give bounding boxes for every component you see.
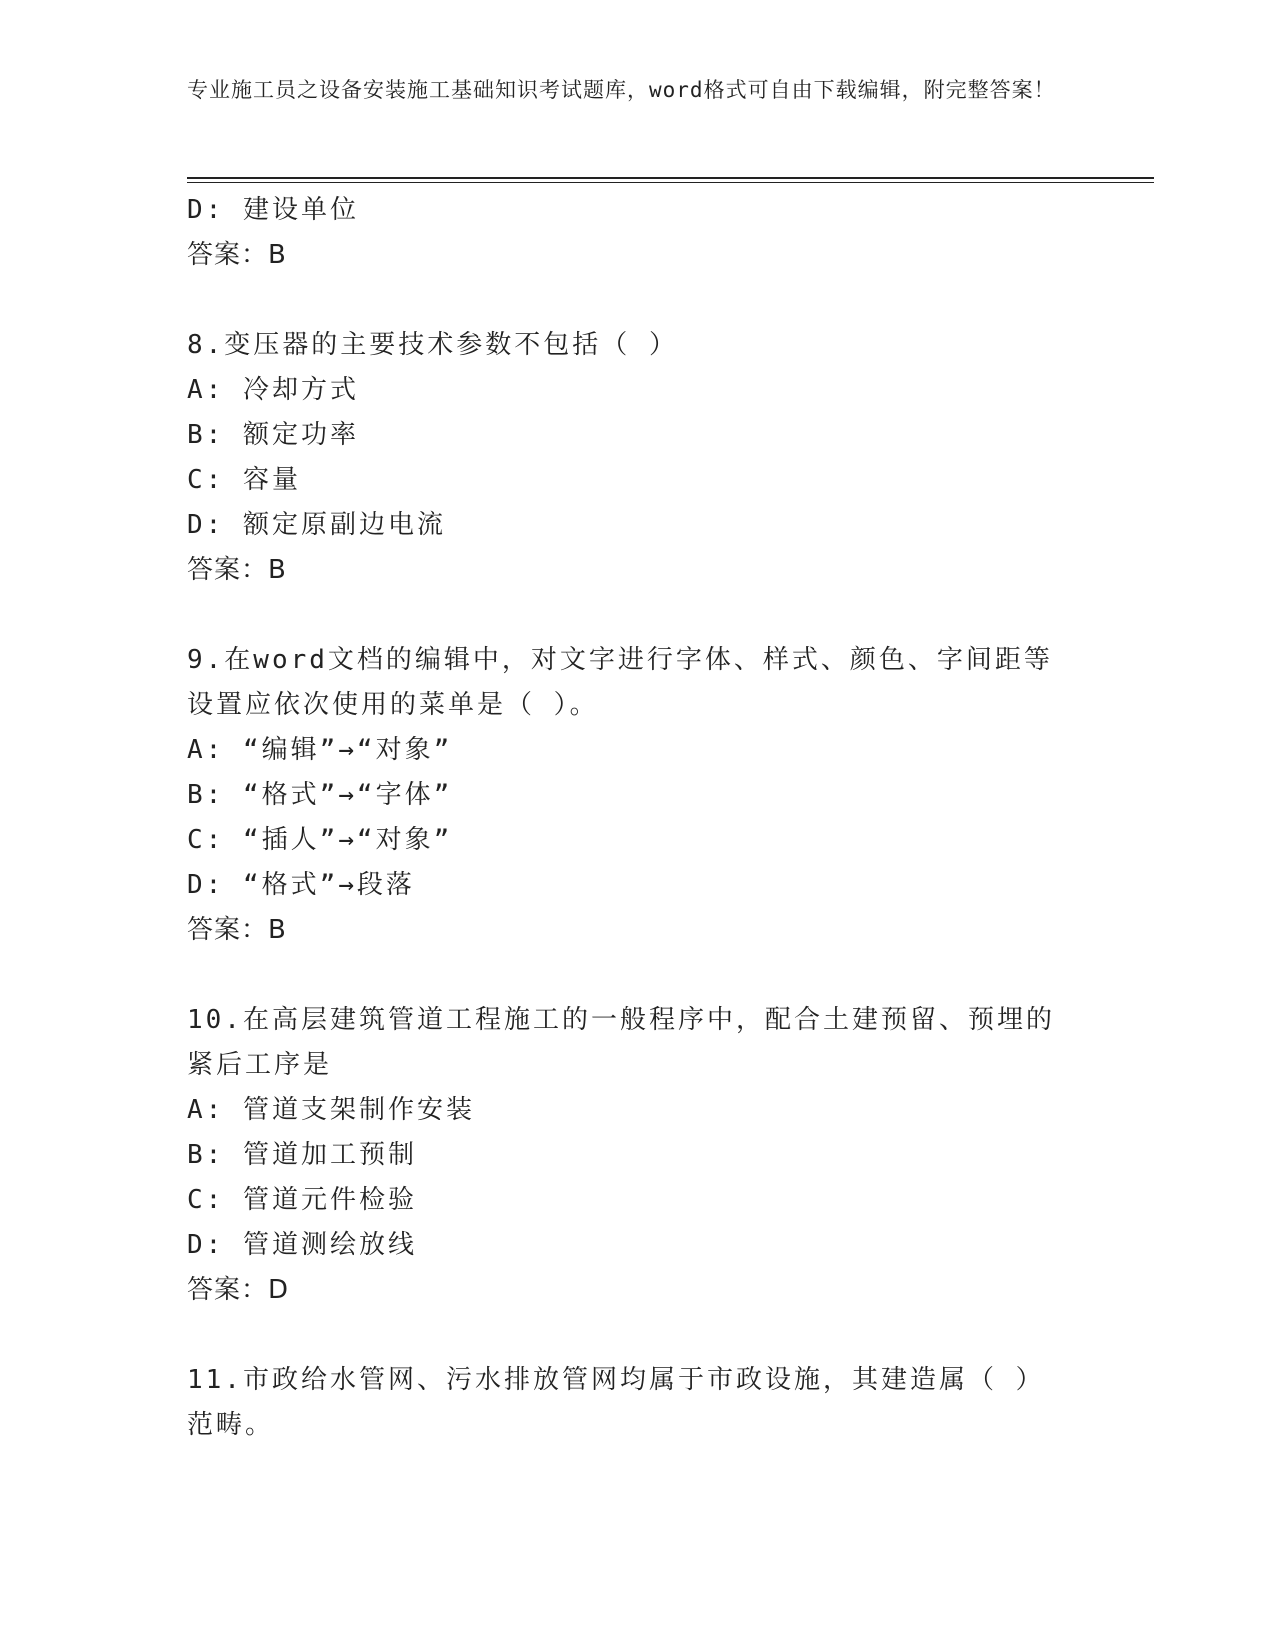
spacer [187, 278, 1087, 323]
question-stem: 9.在word文档的编辑中，对文字进行字体、样式、颜色、字间距等设置应依次使用的菜单是（ ）。 [187, 645, 1053, 720]
answer: 答案：D [187, 1275, 290, 1305]
question-list [187, 188, 1087, 1448]
option-d: D: 额定原副边电流 [187, 510, 446, 540]
document-header: 专业施工员之设备安装施工基础知识考试题库，word格式可自由下载编辑，附完整答案！ [187, 78, 1056, 102]
header-rule-thick [187, 177, 1154, 179]
question-9 [187, 638, 1087, 953]
spacer [187, 593, 1087, 638]
option-d: D: “格式”→段落 [187, 870, 415, 900]
answer: 答案：B [187, 555, 287, 585]
spacer [187, 953, 1087, 998]
option-b: B: 额定功率 [187, 420, 359, 450]
option-c: C: 容量 [187, 465, 301, 495]
question-stem: 10.在高层建筑管道工程施工的一般程序中，配合土建预留、预埋的紧后工序是 [187, 1005, 1055, 1080]
spacer [187, 1313, 1087, 1358]
option-b: B: 管道加工预制 [187, 1140, 417, 1170]
question-stem: 11.市政给水管网、污水排放管网均属于市政设施，其建造属（ ）范畴。 [187, 1365, 1045, 1440]
question-11 [187, 1358, 1087, 1448]
option-a: A: “编辑”→“对象” [187, 735, 453, 765]
option-b: B: “格式”→“字体” [187, 780, 453, 810]
option-a: A: 冷却方式 [187, 375, 359, 405]
option-c: C: “插人”→“对象” [187, 825, 453, 855]
question-10 [187, 998, 1087, 1313]
header-rule-thin [187, 182, 1154, 183]
option-d: D: 建设单位 [187, 195, 359, 225]
option-d: D: 管道测绘放线 [187, 1230, 417, 1260]
answer: 答案：B [187, 915, 287, 945]
option-a: A: 管道支架制作安装 [187, 1095, 475, 1125]
answer: 答案：B [187, 240, 287, 270]
option-c: C: 管道元件检验 [187, 1185, 417, 1215]
question-stem: 8.变压器的主要技术参数不包括（ ） [187, 330, 678, 360]
question-8 [187, 323, 1087, 593]
